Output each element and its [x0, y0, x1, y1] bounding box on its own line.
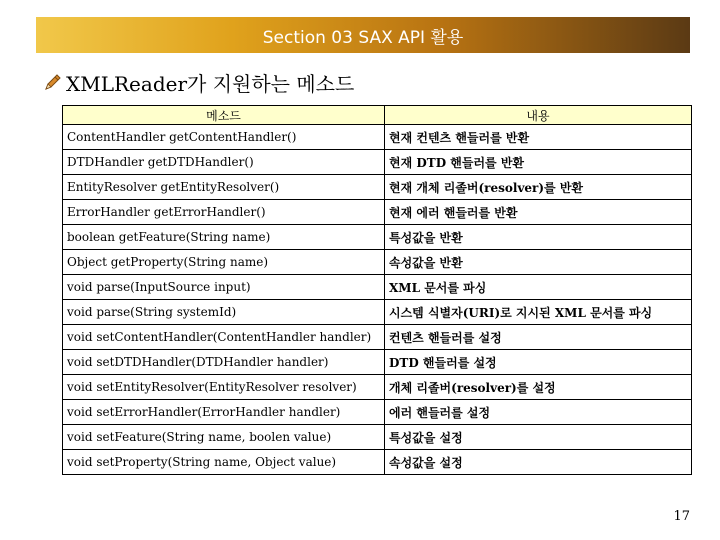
- description-cell: 시스템 식별자(URI)로 지시된 XML 문서를 파싱: [385, 300, 692, 325]
- section-title: Section 03 SAX API 활용: [262, 27, 464, 48]
- description-cell: XML 문서를 파싱: [385, 275, 692, 300]
- table-row: [63, 450, 692, 475]
- slide-subtitle: [44, 68, 354, 96]
- description-cell: 현재 컨텐츠 핸들러를 반환: [385, 125, 692, 150]
- table-row: [63, 175, 692, 200]
- table-row: [63, 250, 692, 275]
- table-row: [63, 325, 692, 350]
- table-row: [63, 350, 692, 375]
- method-cell: void setFeature(String name, boolen value): [63, 425, 385, 450]
- table-row: [63, 400, 692, 425]
- method-cell: void parse(InputSource input): [63, 275, 385, 300]
- subtitle-text: XMLReader가 지원하는 메소드: [66, 71, 355, 96]
- method-cell: DTDHandler getDTDHandler(): [63, 150, 385, 175]
- table-row: [63, 225, 692, 250]
- table-row: [63, 150, 692, 175]
- method-cell: void setErrorHandler(ErrorHandler handler): [63, 400, 385, 425]
- method-cell: void setDTDHandler(DTDHandler handler): [63, 350, 385, 375]
- description-cell: 특성값을 반환: [385, 225, 692, 250]
- description-cell: DTD 핸들러를 설정: [385, 350, 692, 375]
- method-cell: void setEntityResolver(EntityResolver resolver): [63, 375, 385, 400]
- description-cell: 속성값을 반환: [385, 250, 692, 275]
- method-cell: ContentHandler getContentHandler(): [63, 125, 385, 150]
- description-cell: 현재 개체 리졸버(resolver)를 반환: [385, 175, 692, 200]
- method-cell: void setProperty(String name, Object value): [63, 450, 385, 475]
- description-cell: 개체 리졸버(resolver)를 설정: [385, 375, 692, 400]
- table-row: [63, 275, 692, 300]
- method-cell: boolean getFeature(String name): [63, 225, 385, 250]
- method-cell: void parse(String systemId): [63, 300, 385, 325]
- pencil-bullet-icon: [44, 73, 62, 91]
- description-cell: 특성값을 설정: [385, 425, 692, 450]
- page-number: 17: [673, 509, 690, 524]
- method-cell: ErrorHandler getErrorHandler(): [63, 200, 385, 225]
- table-row: [63, 125, 692, 150]
- method-cell: void setContentHandler(ContentHandler handler): [63, 325, 385, 350]
- description-cell: 현재 DTD 핸들러를 반환: [385, 150, 692, 175]
- methods-table: [62, 105, 692, 475]
- description-cell: 속성값을 설정: [385, 450, 692, 475]
- description-cell: 현재 에러 핸들러를 반환: [385, 200, 692, 225]
- column-header-description: 내용: [385, 106, 692, 125]
- column-header-method: 메소드: [63, 106, 385, 125]
- method-cell: Object getProperty(String name): [63, 250, 385, 275]
- method-cell: EntityResolver getEntityResolver(): [63, 175, 385, 200]
- table-row: [63, 375, 692, 400]
- table-row: [63, 200, 692, 225]
- table-row: [63, 425, 692, 450]
- section-header: [36, 17, 690, 53]
- table-row: [63, 300, 692, 325]
- description-cell: 에러 핸들러를 설정: [385, 400, 692, 425]
- description-cell: 컨텐츠 핸들러를 설정: [385, 325, 692, 350]
- table-header-row: [63, 106, 692, 125]
